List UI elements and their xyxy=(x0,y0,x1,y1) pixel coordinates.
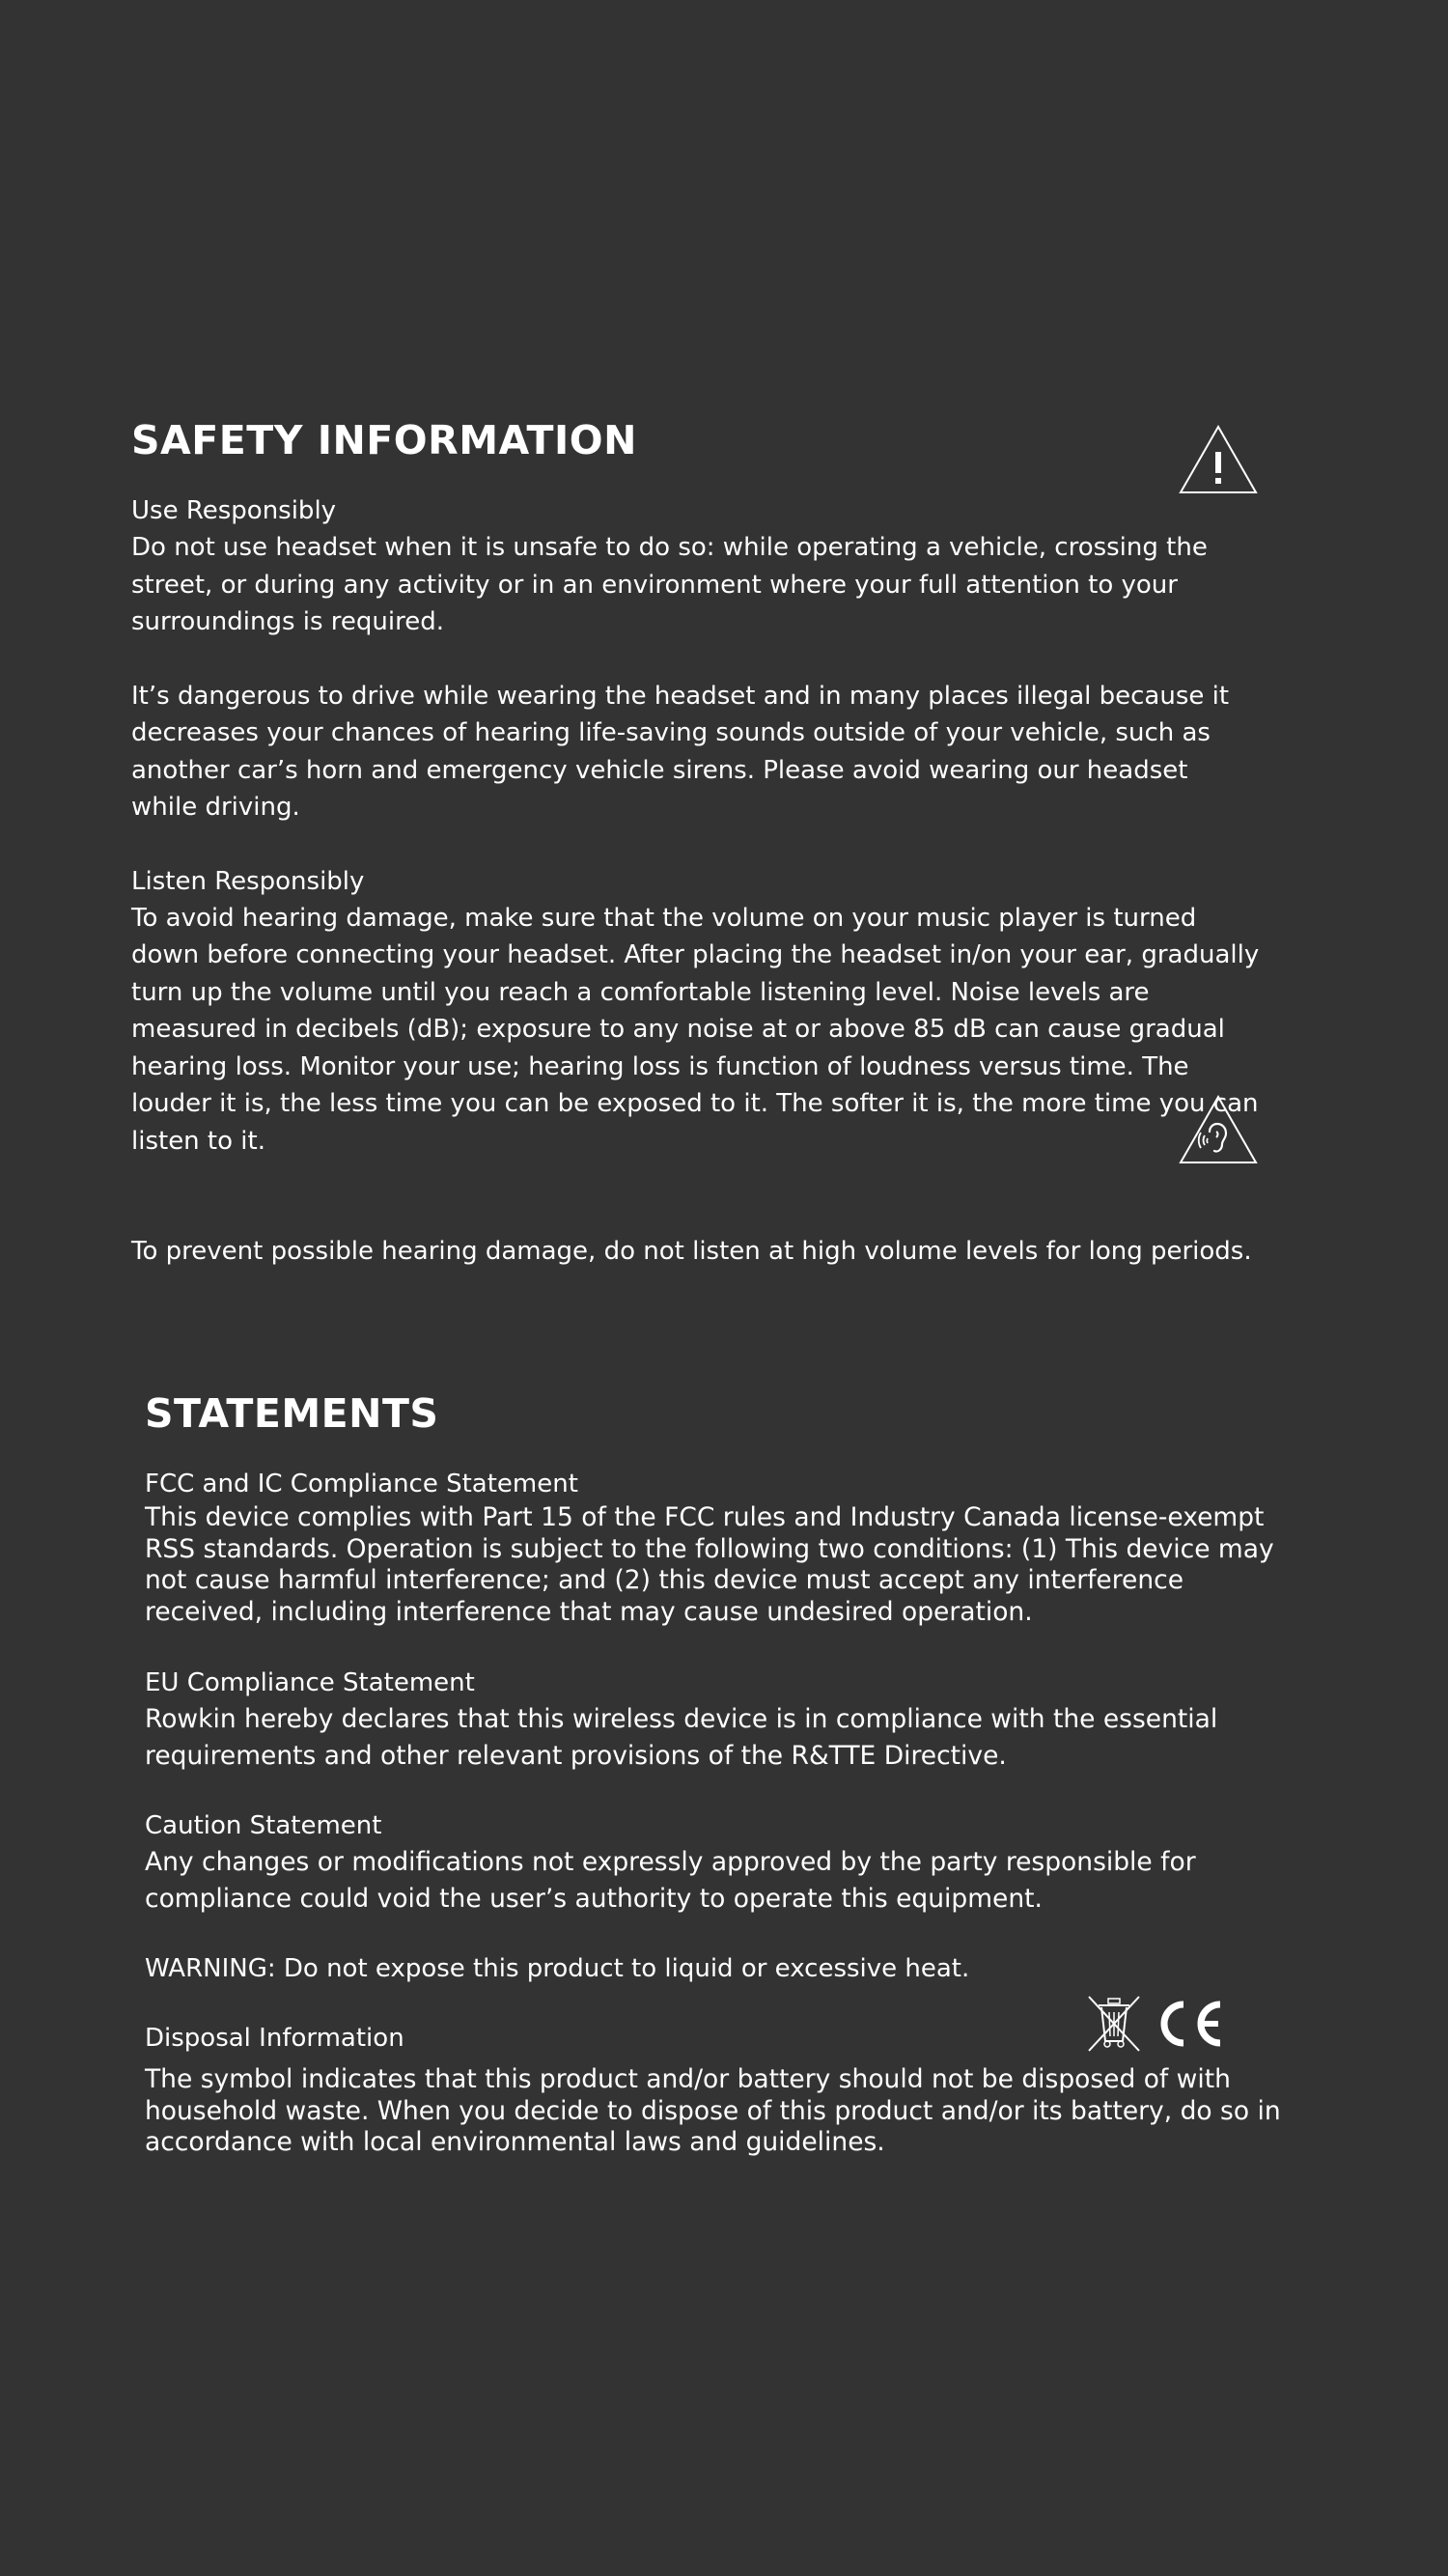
fcc-heading: FCC and IC Compliance Statement xyxy=(145,1470,578,1498)
caution-text: Any changes or modifications not expressly approved by the party responsible for compliance could void the user’s authority to operate this equipment. xyxy=(145,1847,1196,1914)
hearing-warning-icon xyxy=(1178,1093,1259,1170)
fcc-text: This device complies with Part 15 of the FCC rules and Industry Canada license-exempt RSS standards. Operation is subject to the following two conditions: (1) This device may not cause harmful interference; and (2) this device must accept any interference received, including interference that may cause undesired operation. xyxy=(145,1502,1274,1627)
eu-text: Rowkin hereby declares that this wireless device is in compliance with the essential requirements and other relevant provisions of the R&TTE Directive. xyxy=(145,1704,1218,1771)
hearing-warning-text: To prevent possible hearing damage, do not listen at high volume levels for long periods. xyxy=(131,1237,1252,1266)
listen-responsibly-paragraph: To avoid hearing damage, make sure that the volume on your music player is turned down before connecting your headset. After placing the headset in/on your ear, gradually turn up the volume until you reach a comfortable listening level. Noise levels are measured in decibels (dB); exposure to any noise at or above 85 dB can cause gradual hearing loss. Monitor your use; hearing loss is function of loudness versus time. The louder it is, the less time you can be exposed to it. The softer it is, the more time you can listen to it. xyxy=(131,903,1260,1156)
safety-title: SAFETY INFORMATION xyxy=(131,417,637,463)
eu-heading: EU Compliance Statement xyxy=(145,1668,475,1697)
disposal-heading: Disposal Information xyxy=(145,2024,404,2053)
crossed-out-bin-icon xyxy=(1085,1995,1143,2057)
warning-triangle-icon xyxy=(1178,423,1259,500)
warning-text: WARNING: Do not expose this product to liquid or excessive heat. xyxy=(145,1954,970,1983)
use-responsibly-heading: Use Responsibly xyxy=(131,496,337,525)
safety-information-section xyxy=(131,417,1261,1271)
use-responsibly-paragraph-1: Do not use headset when it is unsafe to do so: while operating a vehicle, crossing the street, or during any activity or in an environment where your full attention to your surroundings is required. xyxy=(131,533,1208,636)
use-responsibly-paragraph-2: It’s dangerous to drive while wearing the headset and in many places illegal because it decreases your chances of hearing life-saving sounds outside of your vehicle, such as another car’s horn and emergency vehicle sirens. Please avoid wearing our headset while driving. xyxy=(131,681,1230,822)
disposal-text: The symbol indicates that this product and/or battery should not be disposed of with household waste. When you decide to dispose of this product and/or its battery, do so in accordance with local environmental laws and guidelines. xyxy=(145,2064,1281,2157)
caution-heading: Caution Statement xyxy=(145,1811,382,1840)
ce-mark-icon xyxy=(1153,1999,1226,2053)
statements-title: STATEMENTS xyxy=(145,1390,439,1437)
listen-responsibly-heading: Listen Responsibly xyxy=(131,866,365,896)
